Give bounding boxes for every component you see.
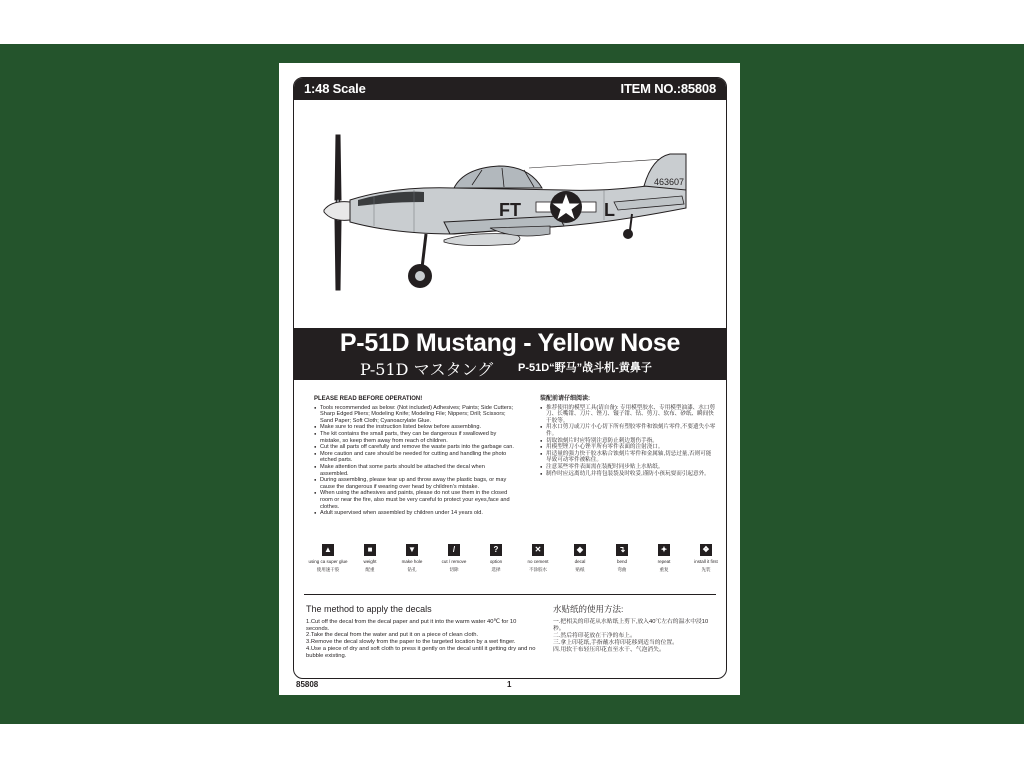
legend-label: option bbox=[489, 559, 503, 564]
symbol-legend bbox=[298, 544, 722, 584]
tail-serial: 463607 bbox=[654, 177, 685, 187]
legend-label-zh: 选择 bbox=[491, 567, 501, 573]
legend-label: using ca super glue bbox=[308, 559, 348, 564]
instruction-item: ● Make sure to read the instruction listed below before assembling. bbox=[314, 424, 514, 431]
legend-label-zh: 重复 bbox=[659, 567, 669, 573]
instructions-heading-zh: 装配前请仔细阅读: bbox=[540, 396, 590, 402]
legend-label-zh: 使用速干胶 bbox=[316, 567, 340, 573]
question-icon: ? bbox=[490, 544, 502, 556]
instruction-item: ● The kit contains the small parts, they can be dangerous if swallowed by mistake, so keep them away from reach of children. bbox=[314, 431, 514, 444]
drill-icon: ▼ bbox=[406, 544, 418, 556]
instruction-item-zh: ● 用适量的强力快干胶水粘合蚀刻片零件和金属轴,切忌过量,否则可能导致可动零件被粘住。 bbox=[540, 451, 716, 464]
instruction-item: ● Make attention that some parts should be attached the decal when assembled. bbox=[314, 464, 514, 477]
legend-label: decal bbox=[574, 559, 586, 564]
header-bar bbox=[294, 78, 726, 100]
legend-label: bend bbox=[616, 559, 627, 564]
legend-label-zh: 不涂胶水 bbox=[529, 567, 547, 573]
legend-label: make hole bbox=[401, 559, 423, 564]
scale-label: 1:48 Scale bbox=[304, 81, 366, 96]
canopy bbox=[454, 166, 542, 188]
decal-step-zh: 四.用软干布轻压印花直至水干、气泡消失。 bbox=[553, 646, 665, 653]
tail-wheel bbox=[623, 229, 633, 239]
divider bbox=[304, 594, 716, 595]
legend-label-zh: 配重 bbox=[365, 567, 375, 573]
instructions-english bbox=[314, 396, 514, 517]
aircraft-illustration bbox=[314, 130, 704, 310]
legend-label: no cement bbox=[527, 559, 549, 564]
legend-label-zh: 先装 bbox=[701, 567, 711, 573]
instruction-item-zh: ● 制作时应远离幼儿并将包装袋及时收妥,谨防小孩玩耍而引起意外。 bbox=[540, 471, 716, 478]
instruction-item: ● Adult supervised when assembled by children under 14 years old. bbox=[314, 510, 514, 517]
weight-icon: ■ bbox=[364, 544, 376, 556]
legend-label-zh: 钻孔 bbox=[407, 567, 417, 573]
decal-method-english bbox=[306, 606, 536, 660]
drop-tank bbox=[444, 234, 520, 246]
decal-method-chinese bbox=[553, 606, 718, 653]
decal-step: 1.Cut off the decal from the decal paper and put it into the warm water 40℃ for 10 seconds. bbox=[306, 618, 517, 632]
decal-step-zh: 三.拿上印花纸,手指蘸水将印花移到适当的位置。 bbox=[553, 639, 678, 646]
title-band bbox=[294, 328, 726, 380]
decal-step: 3.Remove the decal slowly from the paper to the targeted location by a wet finger. bbox=[306, 639, 516, 646]
instruction-item-zh: ● 用模型锉刀小心锉平所有零件表面的注射浇口。 bbox=[540, 444, 716, 451]
decal-method-heading-zh: 水贴纸的使用方法: bbox=[553, 604, 624, 614]
instructions-heading: PLEASE READ BEFORE OPERATION! bbox=[314, 396, 423, 402]
item-number: ITEM NO.:85808 bbox=[620, 81, 716, 96]
install-first-icon: ❖ bbox=[700, 544, 712, 556]
instruction-item: ● More caution and care should be needed for cutting and handling the photo etched parts. bbox=[314, 451, 514, 464]
fuselage-code-left: FT bbox=[499, 200, 521, 220]
bend-icon: ↴ bbox=[616, 544, 628, 556]
footer-item-code: 85808 bbox=[296, 680, 319, 689]
instruction-item: ● Cut the all parts off carefully and remove the waste parts into the garbage can. bbox=[314, 444, 514, 451]
legend-label: repeat bbox=[657, 559, 671, 564]
page-title: P-51D Mustang - Yellow Nose bbox=[339, 329, 681, 357]
instruction-item-zh: ● 切取蚀刻片时应特别注意防止刺边划伤手指。 bbox=[540, 438, 716, 445]
legend-label-zh: 贴纸 bbox=[575, 567, 585, 573]
knife-icon: / bbox=[448, 544, 460, 556]
page-number: 1 bbox=[507, 680, 512, 689]
decal-method-heading: The method to apply the decals bbox=[306, 604, 432, 614]
instruction-item: ● Tools recommended as below: (Not included) Adhesives; Paints; Side Cutters; Sharp Edged Pliers; Modeling Knife; Modeling File; Nippers; Drill; Scissors; Sand Paper; Soft Cloth; Cyanoacrylate Glue. bbox=[314, 405, 514, 425]
instruction-item-zh: ● 推荐使用的模型工具(请自备): 专用模型胶水、专用模型油漆、水口剪刀、长嘴钳、刀片、锉刀、镊子钳、钻、剪刀、软布、砂纸、瞬间快干胶等。 bbox=[540, 405, 716, 425]
legend-label-zh: 弯曲 bbox=[617, 567, 627, 573]
sheet-frame bbox=[293, 77, 727, 679]
decal-step: 2.Take the decal from the water and put it on a piece of clean cloth. bbox=[306, 632, 479, 639]
instruction-sheet bbox=[279, 63, 740, 695]
decal-icon: ◆ bbox=[574, 544, 586, 556]
legend-label-zh: 切除 bbox=[449, 567, 459, 573]
legend-label: weight bbox=[363, 559, 377, 564]
instruction-item: ● When using the adhesives and paints, please do not use them in the closed room or near the fire, also must be very careful to protect your eyes,face and clothes. bbox=[314, 490, 514, 510]
legend-item bbox=[676, 544, 727, 573]
cement-bottle-icon: ▲ bbox=[322, 544, 334, 556]
instructions-chinese bbox=[540, 396, 716, 477]
decal-step: 4.Use a piece of dry and soft cloth to press it gently on the decal until it getting dry and no bubble existing. bbox=[306, 645, 536, 659]
title-chinese: P-51D“野马”战斗机-黄鼻子 bbox=[518, 362, 652, 374]
no-cement-icon: ✕ bbox=[532, 544, 544, 556]
legend-label: install it first bbox=[694, 559, 718, 564]
repeat-icon: ✦ bbox=[658, 544, 670, 556]
legend-label: cut / remove bbox=[441, 559, 467, 564]
instruction-item-zh: ● 用水口剪刀或刀片小心切下所有塑胶零件和蚀刻片零件,不要遗失小零件。 bbox=[540, 424, 716, 437]
fuselage-code-right: L bbox=[604, 200, 615, 220]
decal-step-zh: 一.把相关的印花从水贴纸上剪下,放入40℃左右的温水中浸10秒。 bbox=[553, 618, 709, 632]
instruction-item-zh: ● 注意某些零件表面需在装配时同步贴上水贴纸。 bbox=[540, 464, 716, 471]
title-japanese: P-51D マスタング bbox=[360, 360, 494, 379]
spinner bbox=[324, 202, 350, 221]
decal-step-zh: 二.然后将印花放在干净的布上。 bbox=[553, 632, 636, 639]
instruction-item: ● During assembling, please tear up and throw away the plastic bags, or may cause the dangerous if wearing over head by children's mistake. bbox=[314, 477, 514, 490]
